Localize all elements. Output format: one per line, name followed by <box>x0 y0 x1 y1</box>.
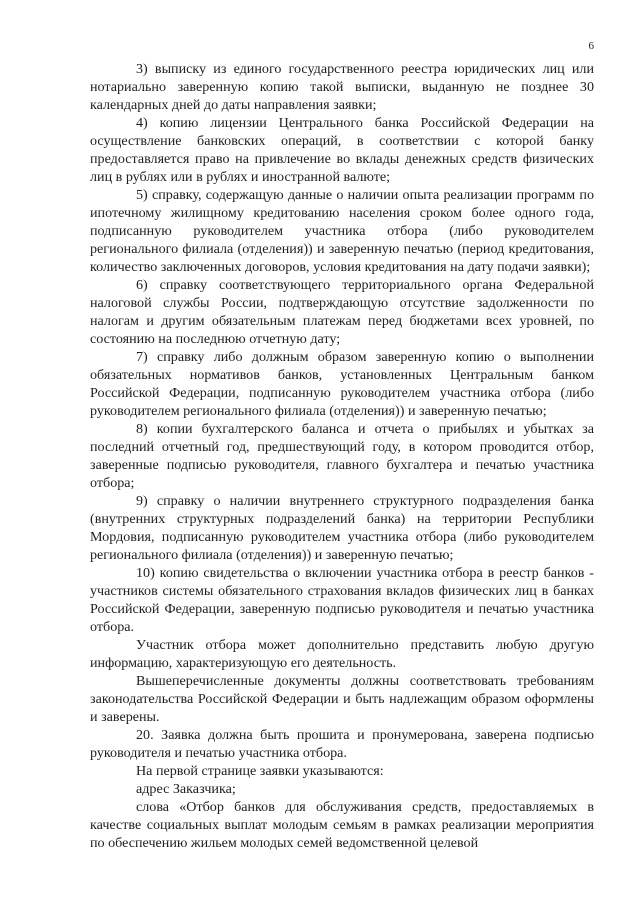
paragraph-item-3: 3) выписку из единого государственного реестра юридических лиц или нотариально заверенную копию такой выписки, выданную не позднее 30 календарных дней до даты направления заявки; <box>90 61 594 113</box>
paragraph-first-page: На первой странице заявки указываются: <box>136 763 384 779</box>
paragraph-words-quote: слова «Отбор банков для обслуживания средств, предоставляемых в качестве социальных выплат молодым семьям в рамках реализации мероприятия по обеспечению жильем молодых семей ведомственной целевой <box>90 799 594 851</box>
paragraph-item-5: 5) справку, содержащую данные о наличии опыта реализации программ по ипотечному жилищному кредитованию населения сроком более одного года, подписанную руководителем участника отбора (либо руководителем регионального филиала (отделения)) и заверенную печатью (период кредитования, количество заключенных договоров, условия кредитования на дату подачи заявки); <box>90 187 594 275</box>
paragraph-item-4: 4) копию лицензии Центрального банка Российской Федерации на осуществление банковских операций, в соответствии с которой банку предоставляется право на привлечение во вклады денежных средств физических лиц в рублях или в рублях и иностранной валюте; <box>90 115 594 185</box>
page-number: 6 <box>588 40 594 52</box>
paragraph-item-8: 8) копии бухгалтерского баланса и отчета о прибылях и убытках за последний отчетный год, предшествующий году, в котором проводится отбор, заверенные подписью руководителя, главного бухгалтера и печатью участника отбора; <box>90 421 594 491</box>
paragraph-item-10: 10) копию свидетельства о включении участника отбора в реестр банков - участников системы обязательного страхования вкладов физических лиц в банках Российской Федерации, заверенную подписью руководителя и печатью участника отбора. <box>90 565 594 635</box>
paragraph-customer-address: адрес Заказчика; <box>136 781 236 797</box>
paragraph-item-6: 6) справку соответствующего территориального органа Федеральной налоговой службы России, подтверждающую отсутствие задолженности по налогам и другим обязательным платежам перед бюджетами всех уровней, по состоянию на последнюю отчетную дату; <box>90 277 594 347</box>
paragraph-requirements: Вышеперечисленные документы должны соответствовать требованиям законодательства Российской Федерации и быть надлежащим образом оформлены и заверены. <box>90 673 594 725</box>
paragraph-section-20: 20. Заявка должна быть прошита и пронумерована, заверена подписью руководителя и печатью участника отбора. <box>90 727 594 761</box>
paragraph-additional-info: Участник отбора может дополнительно представить любую другую информацию, характеризующую его деятельность. <box>90 637 594 671</box>
paragraph-item-7: 7) справку либо должным образом заверенную копию о выполнении обязательных нормативов банков, установленных Центральным банком Российской Федерации, подписанную руководителем участника отбора (либо руководителем регионального филиала (отделения)) и заверенную печатью; <box>90 349 594 419</box>
paragraph-item-9: 9) справку о наличии внутреннего структурного подразделения банка (внутренних структурных подразделений банка) на территории Республики Мордовия, подписанную руководителем участника отбора (либо руководителем регионального филиала (отделения)) и заверенную печатью; <box>90 493 594 563</box>
